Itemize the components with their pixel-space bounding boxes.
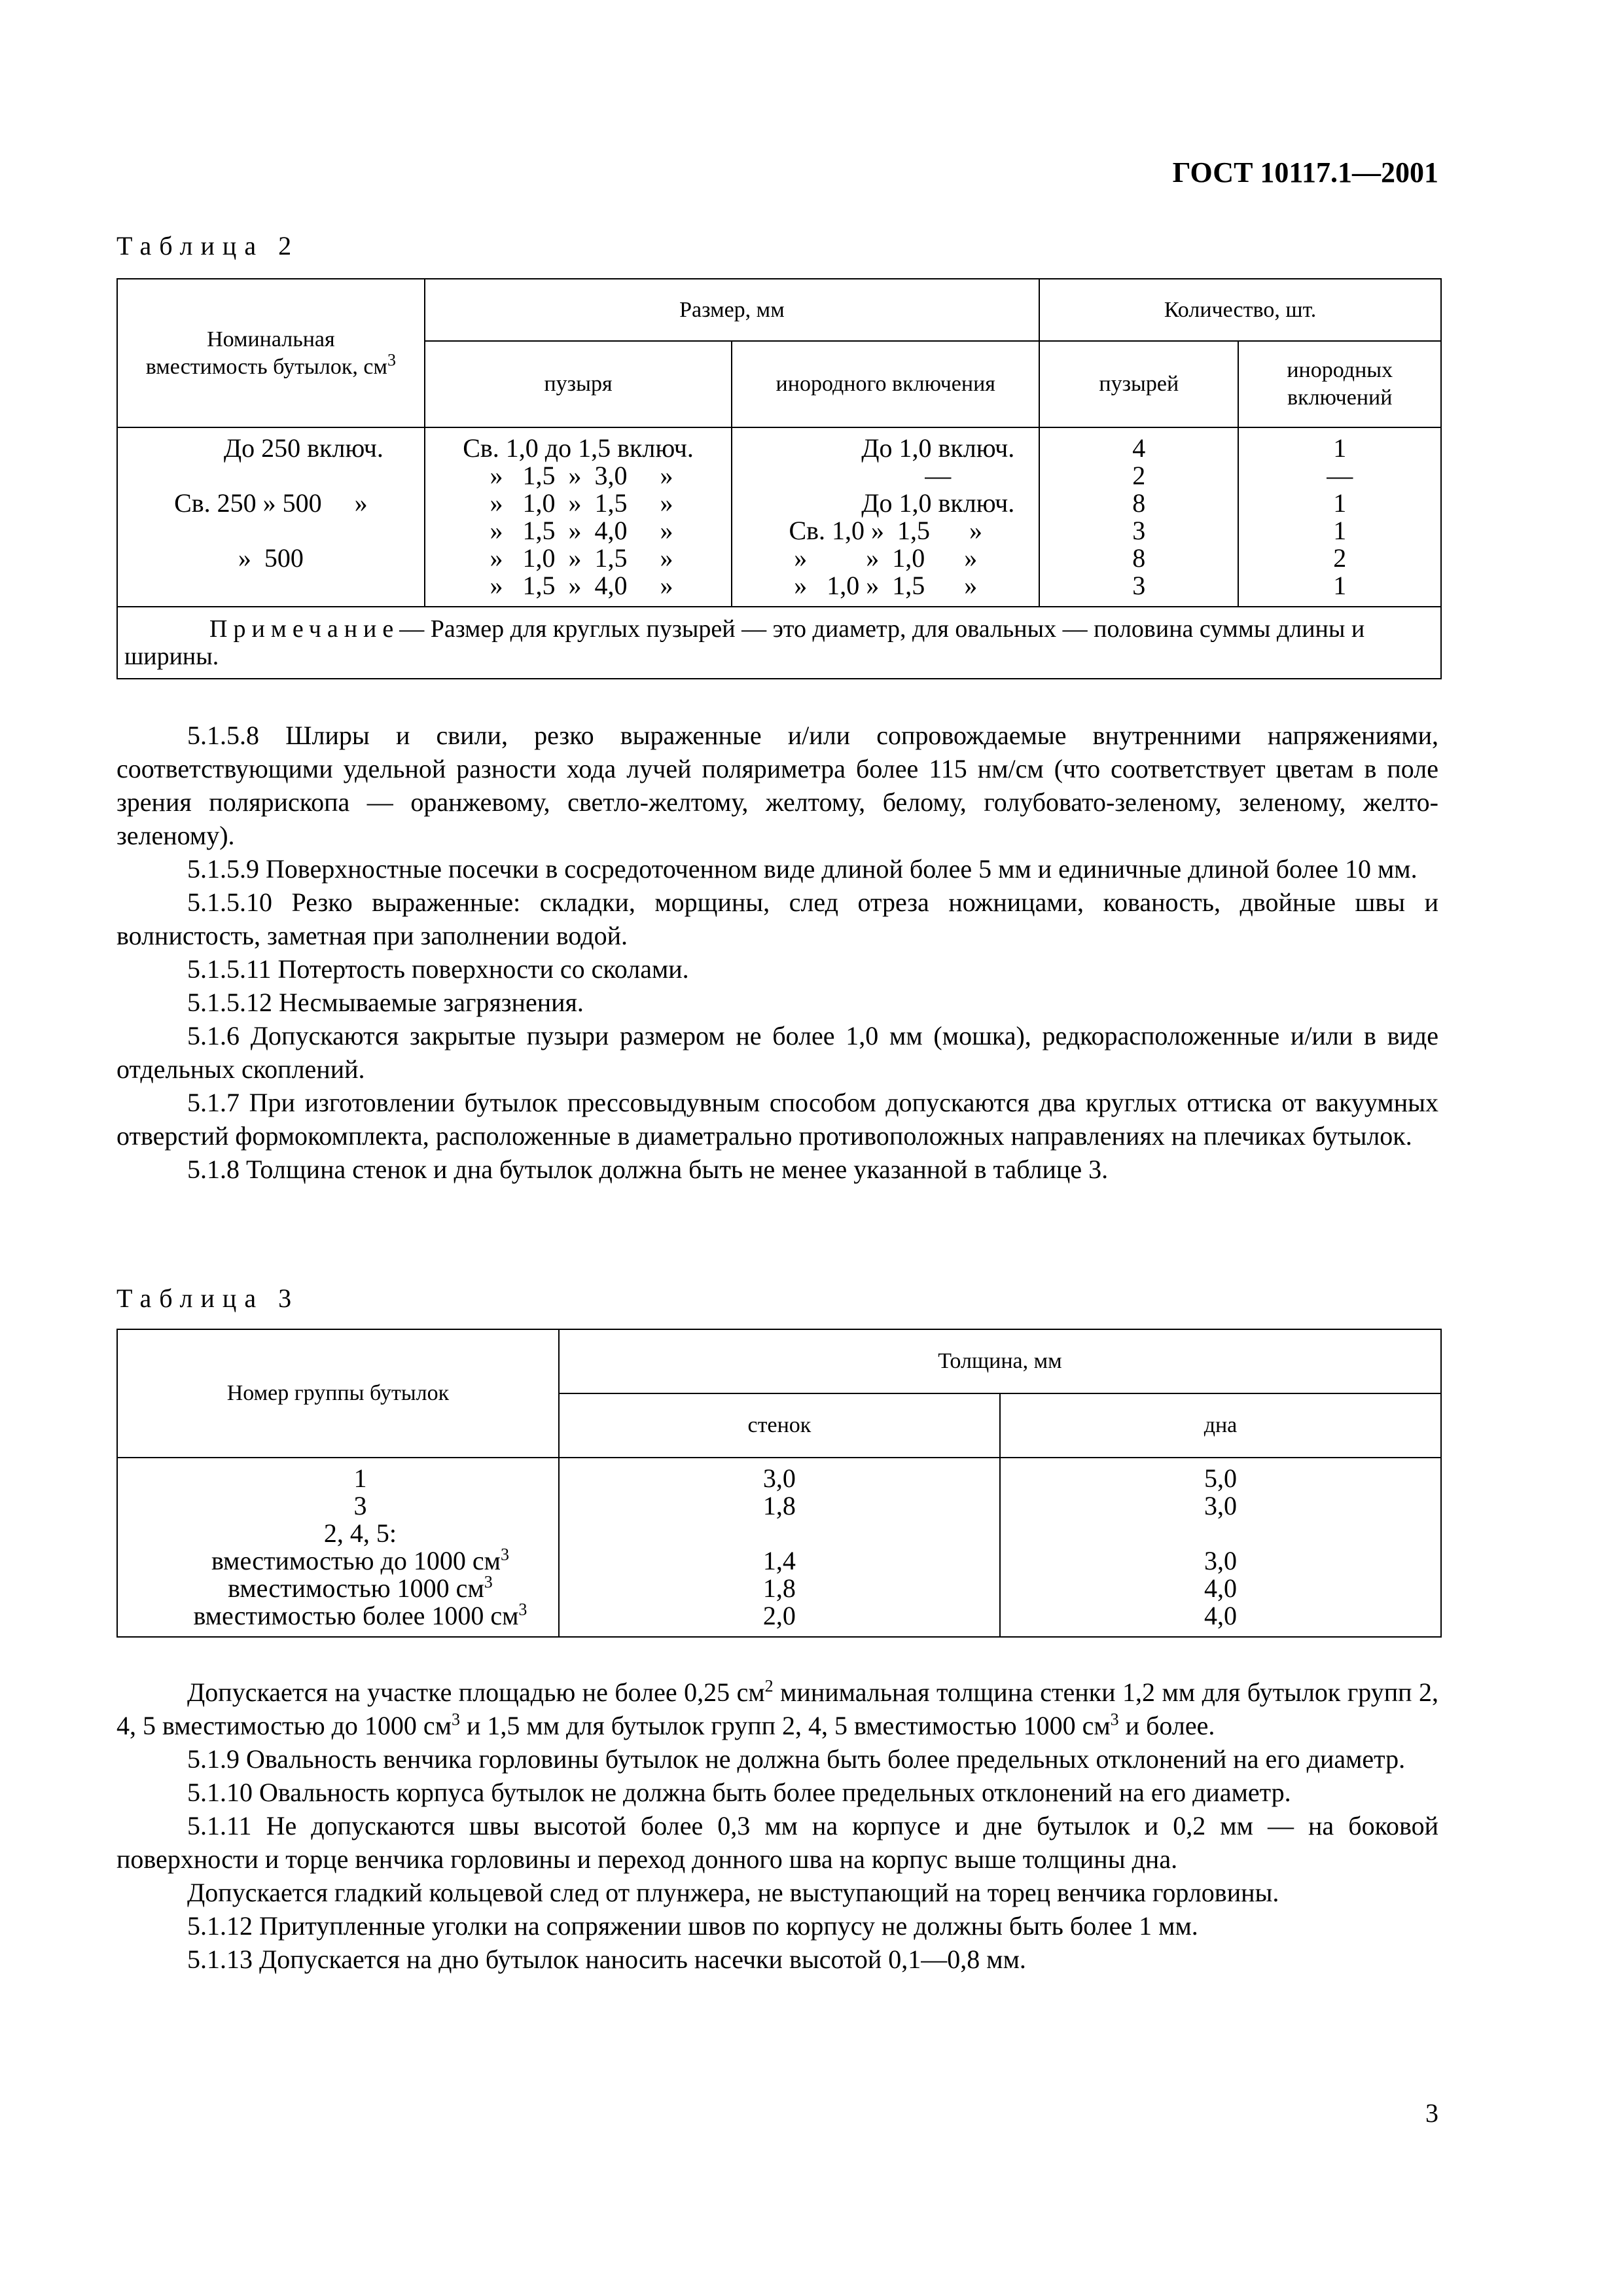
paragraph: 5.1.9 Овальность венчика горловины бутылок не должна быть более предельных отклонений на его диаметр. bbox=[187, 1744, 1406, 1774]
table2-head-bubble: пузыря bbox=[425, 341, 732, 427]
section-5-1-9-to-5-1-13 bbox=[116, 1676, 1438, 1976]
table2-bubble-count-col: 4 2 8 3 8 3 bbox=[1039, 427, 1238, 607]
paragraph: 5.1.8 Толщина стенок и дна бутылок должна быть не менее указанной в таблице 3. bbox=[187, 1155, 1109, 1184]
paragraph: 5.1.5.9 Поверхностные посечки в сосредоточенном виде длиной более 5 мм и единичные длиной более 10 мм. bbox=[187, 854, 1418, 884]
table3-walls-col: 3,0 1,8 1,4 1,8 2,0 bbox=[559, 1458, 1000, 1637]
table3-head-walls: стенок bbox=[559, 1393, 1000, 1458]
paragraph: 5.1.11 Не допускаются швы высотой более 0,3 мм на корпусе и дне бутылок и 0,2 мм — на боковой поверхности и торце венчика горловины и переход донного шва на корпус выше толщины дна. bbox=[116, 1811, 1438, 1874]
table2-head-capacity: Номинальная вместимость бутылок, $см^3$ bbox=[117, 279, 425, 427]
paragraph: 5.1.5.11 Потертость поверхности со сколами. bbox=[187, 954, 689, 984]
section-5-1-5-8-to-5-1-8 bbox=[116, 719, 1438, 1186]
paragraph: 5.1.13 Допускается на дно бутылок наносить насечки высотой 0,1—0,8 мм. bbox=[187, 1945, 1026, 1974]
table3-group-col: 1 3 2, 4, 5: вместимостью до 1000 $см^3$ вместимостью 1000 $см^3$ вместимостью более 1000 $см^3$ bbox=[117, 1458, 559, 1637]
paragraph: Допускается гладкий кольцевой след от плунжера, не выступающий на торец венчика горловины. bbox=[187, 1878, 1279, 1907]
table3-bottom-col: 5,0 3,0 3,0 4,0 4,0 bbox=[1000, 1458, 1441, 1637]
paragraph-thin-walls: Допускается на участке площадью не более 0,25 $см^2$ минимальная толщина стенки 1,2 мм для бутылок групп 2, 4, 5 вместимостью до 1000 $см^3$ и 1,5 мм для бутылок групп 2, 4, 5 вместимостью 1000 $см^3$ и более. bbox=[116, 1676, 1438, 1740]
table2-head-foreign-count: инородных включений bbox=[1238, 341, 1441, 427]
table-3 bbox=[116, 1329, 1442, 1638]
table2-head-size: Размер, мм bbox=[425, 279, 1039, 341]
table2-capacity-col: До 250 включ. Св. 250 » 500 » » 500 bbox=[117, 427, 425, 607]
table3-caption: Таблица 3 bbox=[116, 1283, 300, 1313]
table2-note bbox=[117, 607, 1441, 679]
note-label: Примечание bbox=[209, 615, 400, 643]
table2-foreign-count-col: 1 — 1 1 2 1 bbox=[1238, 427, 1441, 607]
paragraph: 5.1.5.10 Резко выраженные: складки, морщины, след отреза ножницами, кованость, двойные швы и волнистость, заметная при заполнении водой. bbox=[116, 888, 1438, 950]
table3-head-bottom: дна bbox=[1000, 1393, 1441, 1458]
standard-number: ГОСТ 10117.1—2001 bbox=[1172, 156, 1438, 188]
paragraph: 5.1.10 Овальность корпуса бутылок не должна быть более предельных отклонений на его диаметр. bbox=[187, 1778, 1291, 1807]
table2-caption: Таблица 2 bbox=[116, 231, 300, 260]
paragraph: 5.1.5.12 Несмываемые загрязнения. bbox=[187, 988, 584, 1017]
paragraph: 5.1.6 Допускаются закрытые пузыри размером не более 1,0 мм (мошка), редкорасположенные и/или в виде отдельных скоплений. bbox=[116, 1021, 1438, 1084]
table3-head-group: Номер группы бутылок bbox=[117, 1329, 559, 1458]
table-2 bbox=[116, 278, 1442, 679]
paragraph: 5.1.7 При изготовлении бутылок прессовыдувным способом допускаются два круглых оттиска от вакуумных отверстий формокомплекта, расположенные в диаметрально противоположных направлениях на плечиках бутылок. bbox=[116, 1088, 1438, 1151]
table2-bubble-size-col: Св. 1,0 до 1,5 включ. » 1,5 » 3,0 » » 1,0 » 1,5 » » 1,5 » 4,0 » » 1,0 » 1,5 » » 1,5 » 4,0 » bbox=[425, 427, 732, 607]
table2-head-foreign: инородного включения bbox=[732, 341, 1039, 427]
table2-head-count: Количество, шт. bbox=[1039, 279, 1441, 341]
table3-head-thickness: Толщина, мм bbox=[559, 1329, 1441, 1393]
paragraph: 5.1.5.8 Шлиры и свили, резко выраженные и/или сопровождаемые внутренними напряжениями, соответствующими удельной разности хода лучей поляриметра более 115 нм/см (что соответствует цветам в поле зрения полярископа — оранжевому, светло-желтому, желтому, белому, голубовато-зеленому, зеленому, желто-зеленому). bbox=[116, 721, 1438, 850]
table2-foreign-size-col: До 1,0 включ. — До 1,0 включ. Св. 1,0 » 1,5 » » » 1,0 » » 1,0 » 1,5 » bbox=[732, 427, 1039, 607]
paragraph: 5.1.12 Притупленные уголки на сопряжении швов по корпусу не должны быть более 1 мм. bbox=[187, 1911, 1198, 1941]
page-number: 3 bbox=[1425, 2098, 1438, 2128]
table2-head-bubbles-count: пузырей bbox=[1039, 341, 1238, 427]
note-text: — Размер для круглых пузырей — это диаметр, для овальных — половина суммы длины и ширины. bbox=[124, 615, 1365, 670]
